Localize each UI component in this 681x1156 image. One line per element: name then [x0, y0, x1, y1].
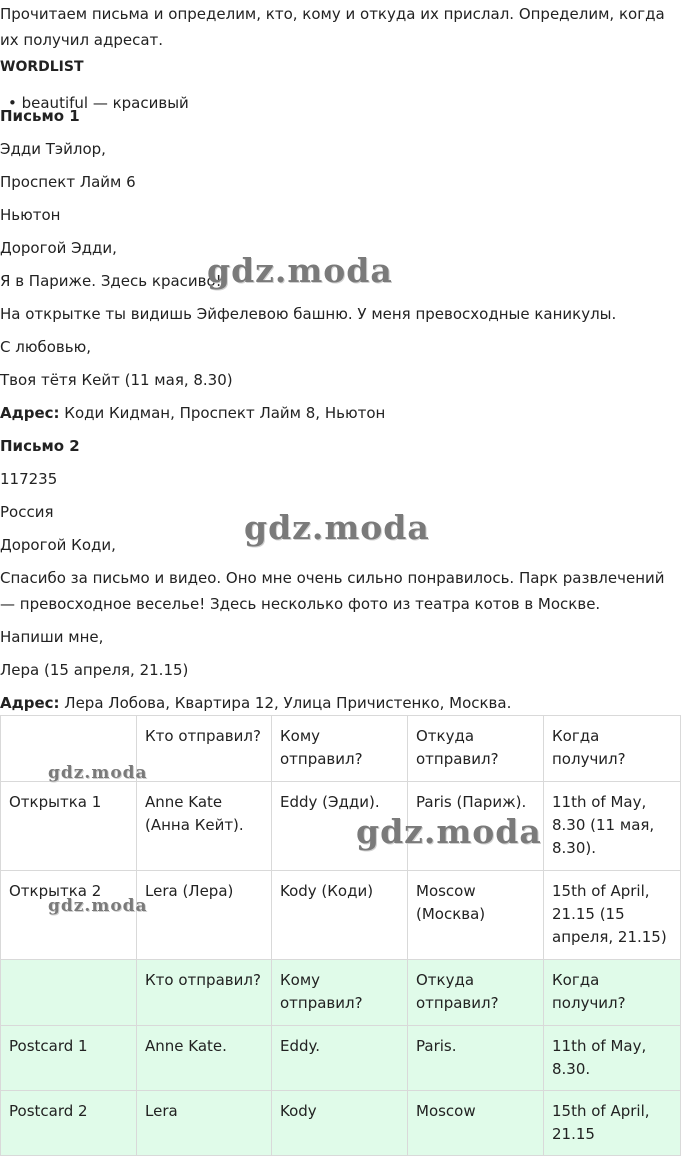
table-cell: Когда получил?: [544, 960, 681, 1026]
letter2-line: Напиши мне,: [0, 628, 104, 646]
table-cell: Кому отправил?: [272, 960, 408, 1026]
table-cell: Kody (Коди): [272, 871, 408, 960]
wordlist-item-partial: • beautiful — красивый: [8, 94, 189, 112]
table-cell: 15th of April, 21.15 (15 апреля, 21.15): [544, 871, 681, 960]
table-cell: Eddy (Эдди).: [272, 782, 408, 871]
table-row: [1, 1091, 681, 1156]
table-cell: Paris (Париж).: [408, 782, 544, 871]
letter2-line: 117235: [0, 470, 58, 488]
watermark: gdz.moda: [48, 896, 148, 916]
letter1-line: Я в Париже. Здесь красиво!: [0, 272, 222, 290]
table-cell: Кто отправил?: [137, 716, 272, 782]
table-cell: Anne Kate (Анна Кейт).: [137, 782, 272, 871]
table-row: [1, 1026, 681, 1091]
table-row: [1, 782, 681, 871]
table-cell: Moscow: [408, 1091, 544, 1156]
letter1-line: С любовью,: [0, 338, 91, 356]
table-cell: Postcard 2: [1, 1091, 137, 1156]
watermark: gdz.moda: [48, 763, 148, 783]
letter1-line: Ньютон: [0, 206, 61, 224]
table-cell: Kody: [272, 1091, 408, 1156]
table-cell: Кто отправил?: [137, 960, 272, 1026]
watermark: gdz.moda: [244, 508, 430, 547]
table-cell: Открытка 1: [1, 782, 137, 871]
table-cell: Eddy.: [272, 1026, 408, 1091]
address-label: Адрес:: [0, 404, 60, 422]
letter2-line: Лера (15 апреля, 21.15): [0, 661, 189, 679]
table-cell: Postcard 1: [1, 1026, 137, 1091]
table-cell: Lera: [137, 1091, 272, 1156]
letter1-title: Письмо 1: [0, 107, 80, 125]
letter1-line: Проспект Лайм 6: [0, 173, 136, 191]
letter1-line: Твоя тётя Кейт (11 мая, 8.30): [0, 371, 233, 389]
table-cell: Moscow (Москва): [408, 871, 544, 960]
wordlist-clipped-region: [0, 88, 300, 112]
watermark: gdz.moda: [207, 251, 393, 290]
letter2-line: Россия: [0, 503, 54, 521]
letter2-line: Дорогой Коди,: [0, 536, 116, 554]
table-cell: 11th of May, 8.30.: [544, 1026, 681, 1091]
wordlist-label: WORDLIST: [0, 59, 84, 75]
letter1-line: Дорогой Эдди,: [0, 239, 117, 257]
table-cell: 11th of May, 8.30 (11 мая, 8.30).: [544, 782, 681, 871]
table-cell: Когда получил?: [544, 716, 681, 782]
table-cell: Lera (Лера): [137, 871, 272, 960]
letter1-line: На открытке ты видишь Эйфелевою башню. У меня превосходные каникулы.: [0, 305, 617, 323]
letter2-paragraph: Спасибо за письмо и видео. Оно мне очень сильно понравилось. Парк развлечений — превосходное веселье! Здесь несколько фото из театра котов в Москве.: [0, 569, 665, 613]
table-header-row-english: [1, 960, 681, 1026]
intro-text: Прочитаем письма и определим, кто, кому и откуда их прислал. Определим, когда их получил адресат.: [0, 5, 665, 49]
table-cell: Откуда отправил?: [408, 960, 544, 1026]
letter2-address: [0, 690, 511, 716]
table-cell: Paris.: [408, 1026, 544, 1091]
letter2-title: Письмо 2: [0, 437, 80, 455]
table-cell: Кому отправил?: [272, 716, 408, 782]
table-cell: Открытка 2: [1, 871, 137, 960]
table-cell: Anne Kate.: [137, 1026, 272, 1091]
table-cell: Откуда отправил?: [408, 716, 544, 782]
address-text: Лера Лобова, Квартира 12, Улица Причистенко, Москва.: [59, 694, 512, 712]
letter1-line: Эдди Тэйлор,: [0, 140, 106, 158]
address-text: Коди Кидман, Проспект Лайм 8, Ньютон: [59, 404, 386, 422]
table-cell: 15th of April, 21.15: [544, 1091, 681, 1156]
watermark: gdz.moda: [356, 812, 542, 851]
letter1-address: [0, 400, 385, 426]
table-cell: [1, 960, 137, 1026]
address-label: Адрес:: [0, 694, 60, 712]
